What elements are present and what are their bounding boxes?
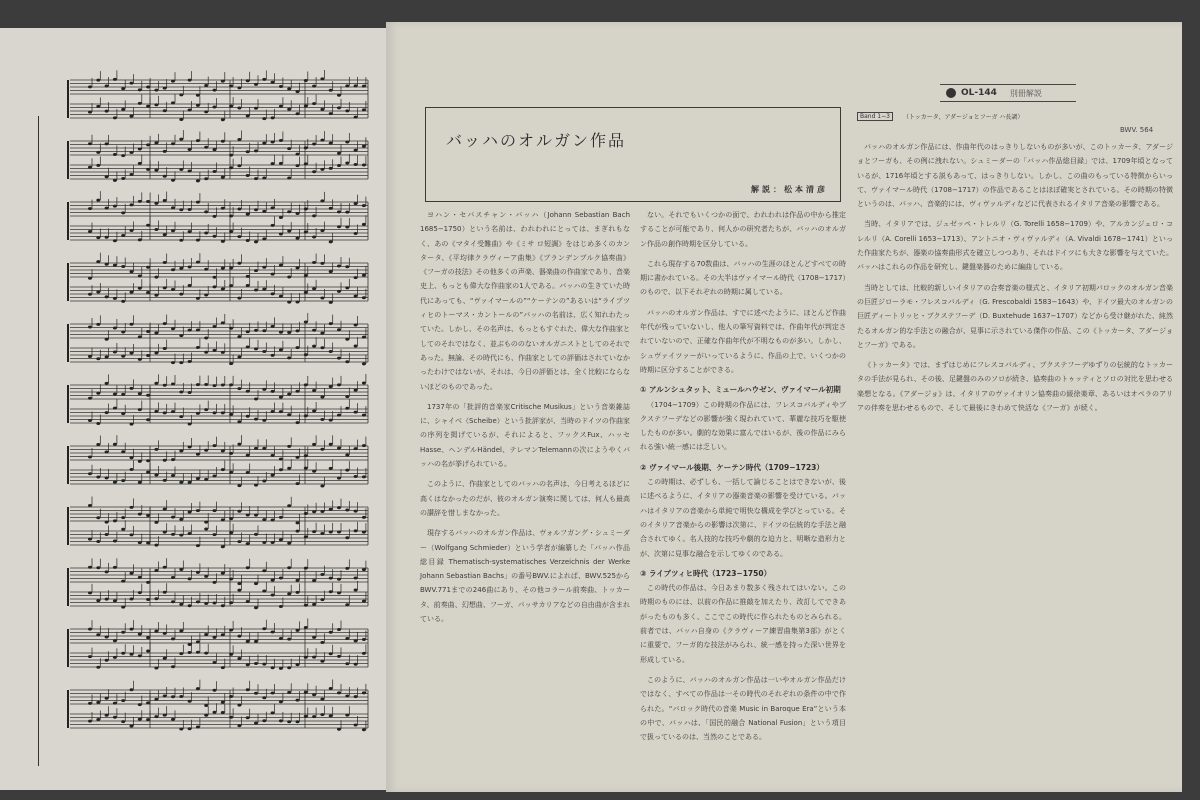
paragraph: 当時としては、比較的新しいイタリアの合奏音楽の様式と、イタリア初期バロックのオルガン音楽の巨匠ジローラモ・フレスコバルディ（G. Frescobaldi 1583−1643）や、ドイツ最大のオルガンの巨匠ディートリッヒ・ブクステフーデ（D. Buxtehude 1637−1707）などから受け継がれた、純然たるオルガン的な手法との融合が、見事に示されている傑作の作品、この《トッカータ、アダージョとフーガ》である。 — [857, 283, 1173, 349]
author: 解説：松本清彦 — [751, 185, 828, 194]
band-heading — [857, 112, 1023, 121]
music-system — [68, 253, 368, 304]
paragraph: （1704−1709）この時期の作品には、フレスコバルディやブクステフーデなどの影響が強く現われていて、華麗な技巧を駆使したものが多い。劇的な効果に富んではいるが、後の作品にみられる強い統一感には乏しい。 — [640, 400, 846, 452]
paragraph: このように、バッハのオルガン作品は一いやオルガン作品だけではなく、すべての作品は一その時代のそれぞれの条件の中で作られた。“バロック時代の音楽 Music in Baroque Era”という本の中で、バッハは、「国民的融合 National Fusion」という項目で扱っているのは、当然のことである。 — [640, 675, 846, 742]
paragraph: 1737年の「批評的音楽家Critische Musikus」という音楽雑誌に、シャイベ（Scheibe）という批評家が、当時のドイツの作曲家の序列を掲げているが、それによると、フックスFux、ハッセHasse、ヘンデルHändel、テレマンTelemannの次にようやくバッハの名が挙げられている。 — [420, 402, 630, 469]
music-system — [68, 313, 368, 365]
label-logo-icon — [946, 88, 956, 98]
paragraph: 現存するバッハのオルガン作品は、ヴォルフガング・シュミーダー（Wolfgang Schmieder）という学者が編纂した「バッハ作品総目録 Thematisch-systematisches Verzeichnis der Werke Johann Sebastian Bachs」の番号BWV.によれば、BWV.525からBWV.771までの246曲にあり、その他コラール前奏曲、トッカータ、前奏曲、幻想曲、フーガ、パッサカリアなどの自由曲が含まれている。 — [420, 529, 630, 624]
paragraph: ない。それでもいくつかの面で、われわれは作品の中から推定することが可能であり、何人かの研究者たちが、バッハのオルガン作品の創作時期を区分している。 — [640, 211, 846, 248]
sheet-music — [60, 70, 372, 750]
music-system — [68, 558, 368, 609]
header-label — [940, 84, 1076, 102]
paragraph: バッハのオルガン作品は、すでに述べたように、ほとんど作曲年代が残っていないし、他人の筆写資料では、作曲年代が判定されていないので、正確な作曲年代が不明なものが多い。しかし、シュヴァイツァーがいっているように、作品の上で、いくつかの時期に区分することができる。 — [640, 308, 846, 374]
paragraph: バッハのオルガン作品には、作曲年代のはっきりしないものが多いが、このトッカータ、アダージョとフーガも、その例に洩れない。シュミーダーの「バッハ作品総目録」では、1709年頃となっているが、1716年頃とする説もあって、はっきりしない。しかし、この曲のもっている特徴からいって、ヴァイマール時代（1708−1717）の作品であることはほぼ確実とされている。その時期の特徴というのは、バッハ、音楽的には、ヴィヴァルディなどに代表されるイタリア音楽の影響である。 — [857, 143, 1173, 209]
record-code: OL-144 — [961, 88, 997, 98]
column-3 — [857, 140, 1173, 421]
band-works: （トッカータ、アダージョとフーガ ハ長調） — [902, 114, 1024, 121]
title-box — [425, 107, 841, 202]
paragraph: この時代の作品は、今日あまり数多く残されてはいない。この時期のものには、以前の作品に推敲を加えたり、改訂してできあがったものも多く、ここでこの時代に作られたものとみられる。前者では、バッハ自身の《クラヴィーア練習曲集第3部》がとくに重要で、フーガ的な技法がみられ、統一感を持った深い世界を形成している。 — [640, 584, 846, 664]
music-system — [68, 374, 368, 426]
section-heading: ② ヴァイマール後期、ケーテン時代（1709−1723） — [640, 462, 824, 472]
music-system — [68, 497, 368, 549]
section-heading: ① アルンシュタット、ミュールハウゼン、ヴァイマール初期 — [640, 385, 841, 395]
header-subtitle: 別冊解説 — [1009, 88, 1042, 98]
paragraph: この時期は、必ずしも、一括して論じることはできないが、後に述べるように、イタリアの器楽音楽の影響を受けている。バッハはイタリアの音楽から単純で明快な構成を学びとっている。そのイタリア音楽からの影響は次第に、ドイツの伝統的な手法と融合されてゆく。名人技的な技巧や劇的な迫力と、明晰な造形力とが、次第に見事な融合を示してゆくのである。 — [640, 478, 846, 558]
music-system — [68, 435, 368, 487]
paragraph: このように、作曲家としてのバッハの名声は、今日考えるほどに高くはなかったのだが、彼のオルガン演奏に関しては、何人も最高の讃辞を惜しまなかった。 — [420, 480, 630, 517]
page-title: バッハのオルガン作品 — [446, 131, 627, 150]
margin-line — [38, 116, 39, 766]
music-system — [68, 191, 368, 243]
paragraph: 当時、イタリアでは、ジュゼッペ・トレルリ（G. Torelli 1658−1709）や、アルカンジェロ・コレルリ（A. Corelli 1653−1713）、アントニオ・ヴィヴァルディ（A. Vivaldi 1678−1741）といった作曲家たちが、器楽の協奏曲形式を確立しつつあり、それはドイツにも大きな影響を与えていた。バッハはこれらの作品を研究し、鍵盤楽器のために編曲している。 — [857, 220, 1173, 272]
music-system — [68, 618, 368, 669]
section-heading: ③ ライプツィヒ時代（1723−1750） — [640, 568, 772, 578]
paragraph: ヨハン・セバスチャン・バッハ（Johann Sebastian Bach 1685−1750）という名前は、われわれにとっては、まぎれもなく、あの《マタイ受難曲》や《ミサ ロ短調》をはじめ多くのカンタータ、《平均律クラヴィーア曲集》《ブランデンブルク協奏曲》《フーガの技法》その他多くの声楽、器楽曲の作曲家であり、音楽史上、もっとも偉大な作曲家の1人である。バッハの生きていた時代にあっても、“ヴァイマールの”“ケーテンの”あるいは“ライプツィヒのトーマス・カントールの”バッハの名前は、広く知れわたっていた。しかし、その名声は、もっともすぐれた、偉大な作曲家としてのそれではなく、並ぶもののないオルガニストとしてのそれであった。無論、その時代にも、作曲家としての評価はされていなかったわけではないが、それは、今日の評価とは、全く比較にならないほどのものであった。 — [420, 211, 630, 391]
paragraph: 《トッカータ》では、まずはじめにフレスコバルディ、ブクステフーデゆずりの伝統的なトッカータの手法が見られ、その後、足鍵盤のみのソロが続き、協奏曲のトゥッティとソロの対比を思わせる楽想となる。《アダージョ》は、イタリアのヴァイオリン協奏曲の緩徐楽章、あるいはオペラのアリアの伴奏を思わせるもので、そして最後にきわめて快活な《フーガ》が続く。 — [857, 361, 1173, 413]
music-system — [68, 679, 368, 731]
paragraph: これら現存する70数曲は、バッハの生涯のほとんどすべての時期に書かれている。その大半はヴァイマール時代（1708−1717）のもので、以下それぞれの時期に属している。 — [640, 259, 846, 297]
column-2 — [640, 208, 846, 750]
band-label: Band 1−3 — [857, 112, 893, 121]
music-system — [68, 130, 368, 182]
column-1 — [420, 208, 630, 632]
bwv-number: BWV. 564 — [1120, 126, 1154, 134]
music-system — [68, 70, 368, 121]
